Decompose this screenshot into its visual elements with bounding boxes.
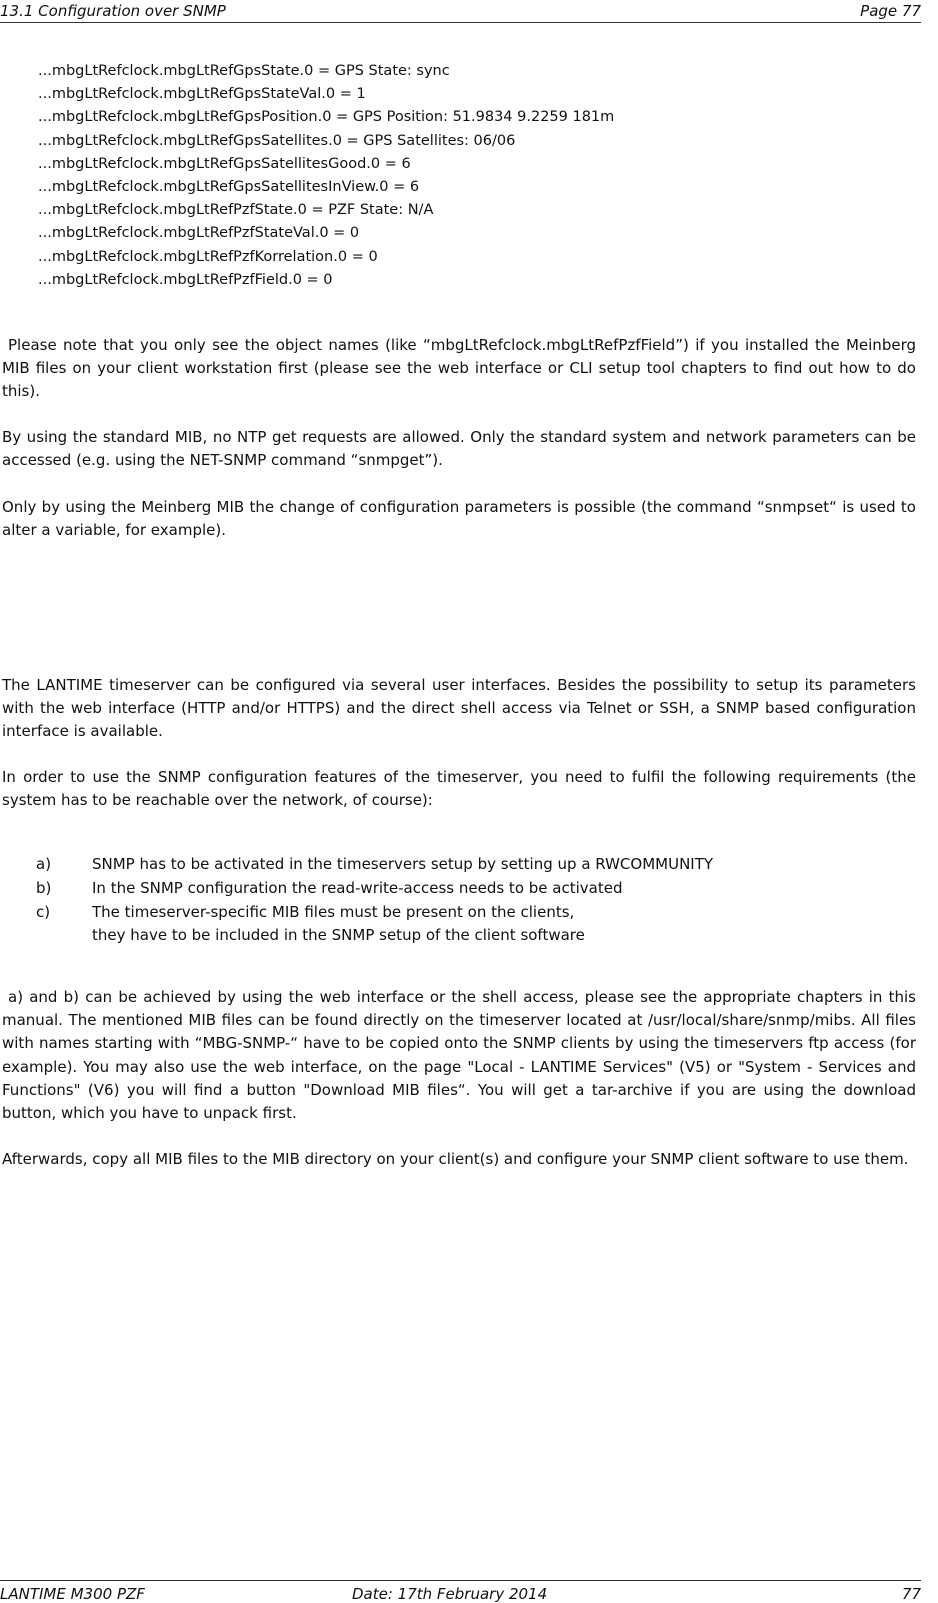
snmp-output-line: ...mbgLtRefclock.mbgLtRefGpsPosition.0 = GPS Position: 51.9834 9.2259 181m bbox=[38, 109, 615, 126]
snmp-output-line: ...mbgLtRefclock.mbgLtRefGpsStateVal.0 = 1 bbox=[38, 86, 366, 103]
snmp-output-line: ...mbgLtRefclock.mbgLtRefGpsSatellites.0 = GPS Satellites: 06/06 bbox=[38, 132, 516, 149]
snmp-output-line: ...mbgLtRefclock.mbgLtRefPzfKorrelation.0 = 0 bbox=[38, 248, 378, 265]
requirement-item bbox=[36, 901, 713, 949]
snmp-output-line: ...mbgLtRefclock.mbgLtRefGpsState.0 = GPS State: sync bbox=[38, 63, 450, 79]
snmp-output-line: ...mbgLtRefclock.mbgLtRefPzfField.0 = 0 bbox=[38, 271, 333, 288]
requirements-list bbox=[36, 853, 713, 948]
footer-product: LANTIME M300 PZF bbox=[0, 1585, 145, 1603]
requirement-continuation: they have to be included in the SNMP setup of the client software bbox=[92, 926, 585, 945]
page-header bbox=[0, 0, 921, 23]
page-footer bbox=[0, 1580, 921, 1603]
standard-mib-paragraph: By using the standard MIB, no NTP get requests are allowed. Only the standard system and network parameters can be accessed (e.g. using the NET-SNMP command “snmpget”). bbox=[2, 428, 916, 470]
requirement-item bbox=[36, 853, 713, 877]
snmp-output-line: ...mbgLtRefclock.mbgLtRefGpsSatellitesGood.0 = 6 bbox=[38, 155, 411, 172]
requirement-marker: a) bbox=[36, 855, 52, 873]
requirement-marker: b) bbox=[36, 878, 52, 897]
footer-date: Date: 17th February 2014 bbox=[352, 1585, 548, 1603]
header-page-label: Page 77 bbox=[860, 2, 921, 20]
header-section-title: 13.1 Configuration over SNMP bbox=[0, 2, 226, 20]
requirement-item bbox=[36, 877, 713, 901]
requirement-text: The timeserver-specific MIB files must be present on the clients, bbox=[92, 902, 575, 921]
meinberg-mib-paragraph: Only by using the Meinberg MIB the change of configuration parameters is possible (the command “snmpset“ is used to alter a variable, for example). bbox=[2, 498, 916, 540]
snmp-output-line: ...mbgLtRefclock.mbgLtRefGpsSatellitesInView.0 = 6 bbox=[38, 179, 420, 196]
requirements-intro-paragraph: In order to use the SNMP configuration features of the timeserver, you need to fulfil the following requirements (the system has to be reachable over the network, of course): bbox=[2, 768, 916, 810]
requirement-text: SNMP has to be activated in the timeservers setup by setting up a RWCOMMUNITY bbox=[92, 855, 714, 873]
snmp-output-listing bbox=[38, 60, 614, 292]
requirement-marker: c) bbox=[36, 902, 51, 921]
intro-paragraph: The LANTIME timeserver can be configured via several user interfaces. Besides the possibility to setup its parameters with the web interface (HTTP and/or HTTPS) and the direct shell access via Telnet or SSH, a SNMP based configuration interface is available. bbox=[2, 676, 916, 741]
footer-page-number: 77 bbox=[901, 1585, 921, 1603]
requirement-text: In the SNMP configuration the read-write-access needs to be activated bbox=[92, 878, 623, 897]
achieve-paragraph: a) and b) can be achieved by using the web interface or the shell access, please see the appropriate chapters in this manual. The mentioned MIB files can be found directly on the timeserver located at /usr/local/share/snmp/mibs. All files with names starting with “MBG-SNMP-“ have to be copied onto the SNMP clients by using the timeservers ftp access (for example). You may also use the web interface, on the page "Local - LANTIME Services" (V5) or "System - Services and Functions" (V6) you will find a button "Download MIB files“. You will get a tar-archive if you are using the download button, which you have to unpack first. bbox=[2, 988, 916, 1123]
snmp-output-line: ...mbgLtRefclock.mbgLtRefPzfState.0 = PZF State: N/A bbox=[38, 202, 434, 219]
note-paragraph: Please note that you only see the object names (like “mbgLtRefclock.mbgLtRefPzfField”) if you installed the Meinberg MIB files on your client workstation first (please see the web interface or CLI setup tool chapters to find out how to do this). bbox=[2, 336, 916, 401]
snmp-output-line: ...mbgLtRefclock.mbgLtRefPzfStateVal.0 = 0 bbox=[38, 225, 360, 242]
afterwards-paragraph: Afterwards, copy all MIB files to the MIB directory on your client(s) and configure your SNMP client software to use them. bbox=[2, 1150, 909, 1168]
